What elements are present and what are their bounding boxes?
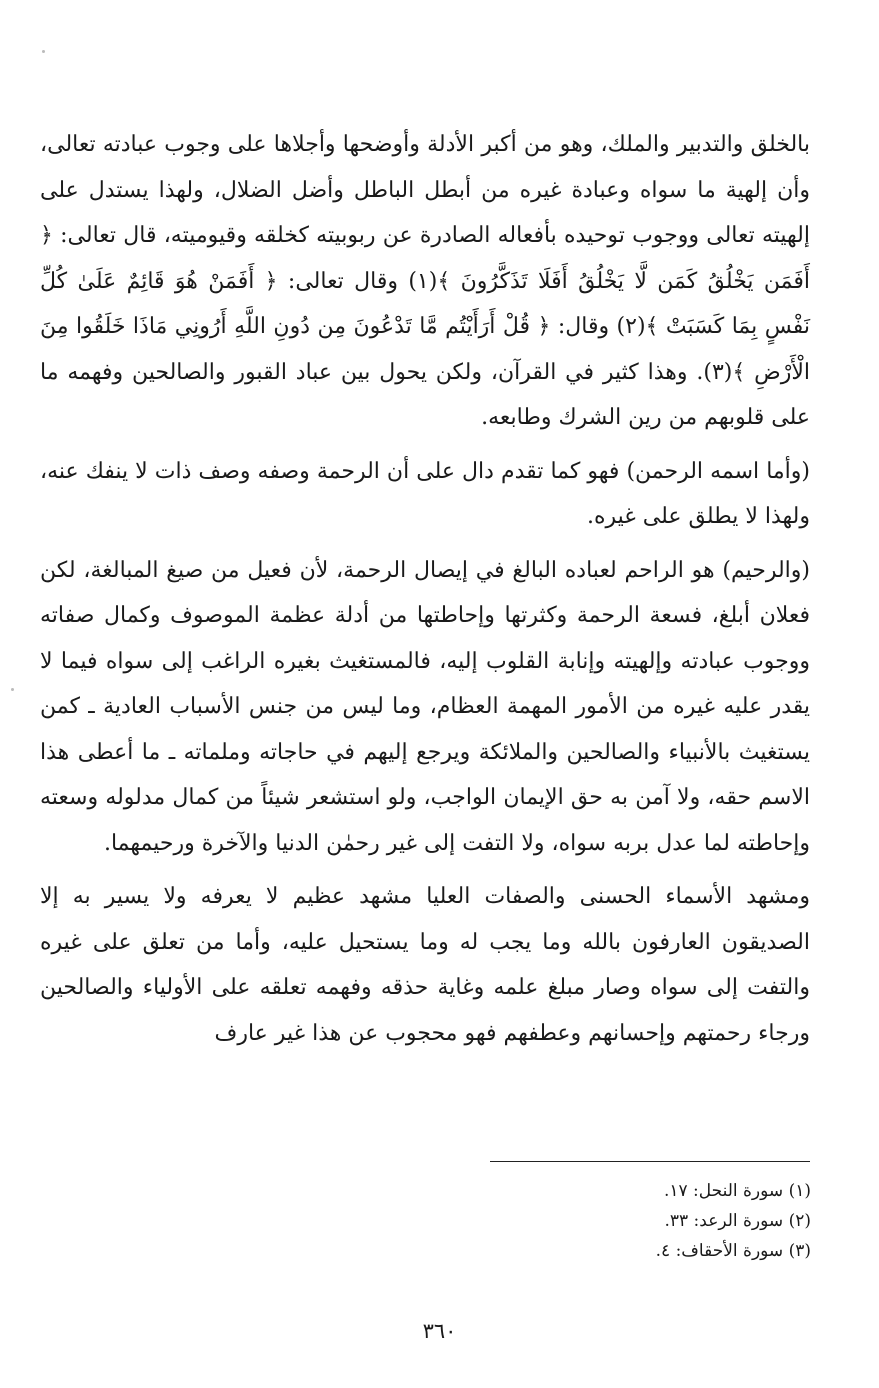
paragraph-4: ومشهد الأسماء الحسنى والصفات العليا مشهد عظيم لا يعرفه ولا يسير به إلا الصديقون العارفون بالله وما يجب له وما يستحيل عليه، وأما من تعلق على غيره والتفت إلى سواه وصار مبلغ علمه وغاية حذقه وفهمه تعلقه على الأولياء والصالحين ورجاء رحمتهم وإحسانهم وعطفهم فهو محجوب عن هذا غير عارف — [40, 884, 810, 1046]
footnote-divider — [490, 1161, 810, 1162]
scan-speck — [11, 688, 14, 691]
footnotes — [431, 1176, 811, 1266]
paragraph-1: بالخلق والتدبير والملك، وهو من أكبر الأدلة وأوضحها وأجلاها على وجوب عبادته تعالى، وأن إلهية ما سواه وعبادة غيره من أبطل الباطل وأضل الضلال، ولهذا يستدل على إلهيته تعالى ووجوب توحيده بأفعاله الصادرة عن ربوبيته كخلقه وقيوميته، قال تعالى: ﴿ أَفَمَن يَخْلُقُ كَمَن لَّا يَخْلُقُ أَفَلَا تَذَكَّرُونَ ﴾(١) وقال تعالى: ﴿ أَفَمَنْ هُوَ قَائِمٌ عَلَىٰ كُلِّ نَفْسٍ بِمَا كَسَبَتْ ﴾(٢) وقال: ﴿ قُلْ أَرَأَيْتُم مَّا تَدْعُونَ مِن دُونِ اللَّهِ أَرُونِي مَاذَا خَلَقُوا مِنَ الْأَرْضِ ﴾(٣). وهذا كثير في القرآن، ولكن يحول بين عباد القبور والصالحين وفهمه ما على قلوبهم من رين الشرك وطابعه. — [40, 132, 810, 430]
paragraph-2: (وأما اسمه الرحمن) فهو كما تقدم دال على أن الرحمة وصفه وصف ذات لا ينفك عنه، ولهذا لا يطلق على غيره. — [40, 458, 810, 529]
footnote-1: (١) سورة النحل: ١٧. — [663, 1181, 811, 1201]
scan-speck — [42, 50, 45, 53]
footnote-3: (٣) سورة الأحقاف: ٤. — [655, 1241, 811, 1261]
paragraph-3: (والرحيم) هو الراحم لعباده البالغ في إيصال الرحمة، لأن فعيل من صيغ المبالغة، لكن فعلان أبلغ، فسعة الرحمة وكثرتها وإحاطتها من أدلة عظمة الموصوف وكمال صفاته ووجوب عبادته وإلهيته وإنابة القلوب إليه، فالمستغيث بغيره الراغب إلى سواه فيما لا يقدر عليه غيره من الأمور المهمة العظام، وما ليس من جنس الأسباب العادية ـ كمن يستغيث بالأنبياء والصالحين والملائكة ويرجع إليهم في حاجاته وملماته ـ ما أعطى هذا الاسم حقه، ولا آمن به حق الإيمان الواجب، ولو استشعر شيئاً من كمال مدلوله وسعته وإحاطته لما عدل بربه سواه، ولا التفت إلى غير رحمٰن الدنيا والآخرة ورحيمهما. — [40, 557, 810, 856]
main-text — [40, 122, 810, 1056]
page-number: ٣٦٠ — [422, 1319, 457, 1343]
footnote-2: (٢) سورة الرعد: ٣٣. — [664, 1211, 811, 1231]
